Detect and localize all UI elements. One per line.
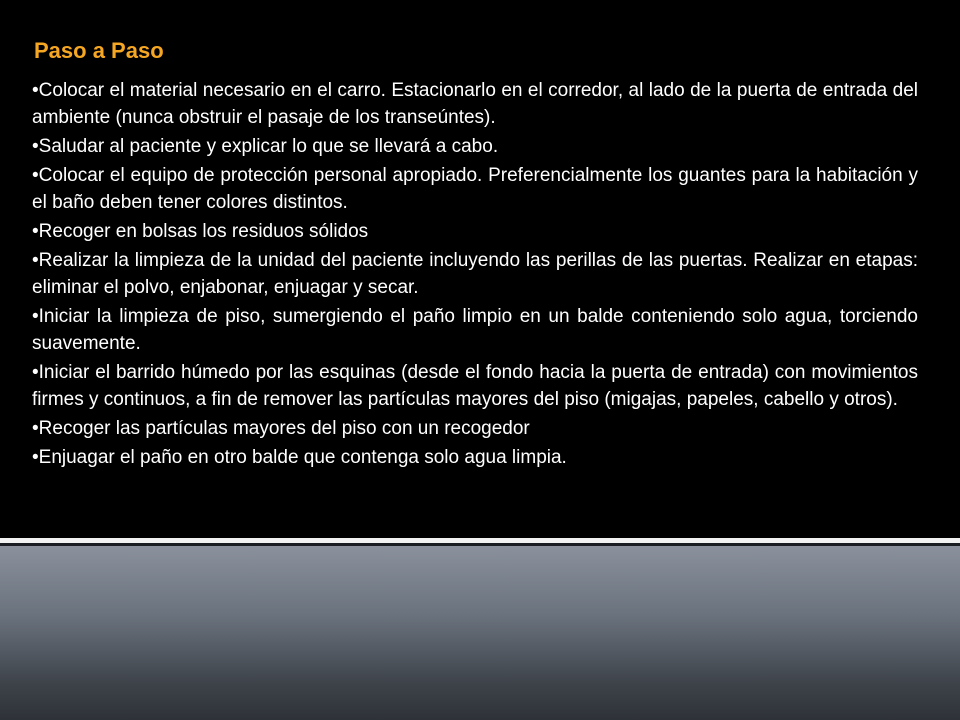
bullet-item xyxy=(32,162,918,216)
bullet-item xyxy=(32,77,918,131)
slide-title: Paso a Paso xyxy=(34,38,164,63)
bullet-icon: • xyxy=(32,136,39,157)
bullet-text: Saludar al paciente y explicar lo que se llevará a cabo. xyxy=(38,136,499,157)
bullet-item xyxy=(32,444,918,471)
bullet-icon: • xyxy=(32,306,39,327)
bullet-text: Recoger las partículas mayores del piso con un recogedor xyxy=(38,418,530,439)
bullet-item xyxy=(32,247,918,301)
bullet-item xyxy=(32,303,918,357)
bullet-icon: • xyxy=(32,80,39,101)
slide-footer-gradient xyxy=(0,546,960,720)
bullet-icon: • xyxy=(32,447,39,468)
bullet-icon: • xyxy=(32,418,39,439)
bullet-text: Enjuagar el paño en otro balde que contenga solo agua limpia. xyxy=(38,447,567,468)
bullet-item xyxy=(32,218,918,245)
bullet-list xyxy=(32,77,918,473)
bullet-item xyxy=(32,133,918,160)
bullet-text: Recoger en bolsas los residuos sólidos xyxy=(38,221,369,242)
bullet-item xyxy=(32,415,918,442)
bullet-item xyxy=(32,359,918,413)
bullet-icon: • xyxy=(32,362,39,383)
bullet-icon: • xyxy=(32,250,39,271)
bullet-text: Realizar la limpieza de la unidad del paciente incluyendo las perillas de las puertas. Realizar en etapas: eliminar el polvo, enjabonar, enjuagar y secar. xyxy=(32,250,918,298)
bullet-icon: • xyxy=(32,165,39,186)
bullet-icon: • xyxy=(32,221,39,242)
bullet-text: Iniciar la limpieza de piso, sumergiendo el paño limpio en un balde conteniendo solo agua, torciendo suavemente. xyxy=(32,306,918,354)
bullet-text: Colocar el equipo de protección personal apropiado. Preferencialmente los guantes para la habitación y el baño deben tener colores distintos. xyxy=(32,165,918,213)
bullet-text: Colocar el material necesario en el carro. Estacionarlo en el corredor, al lado de la puerta de entrada del ambiente (nunca obstruir el pasaje de los transeúntes). xyxy=(32,80,918,128)
bullet-text: Iniciar el barrido húmedo por las esquinas (desde el fondo hacia la puerta de entrada) con movimientos firmes y continuos, a fin de remover las partículas mayores del piso (migajas, papeles, cabello y otros). xyxy=(32,362,918,410)
